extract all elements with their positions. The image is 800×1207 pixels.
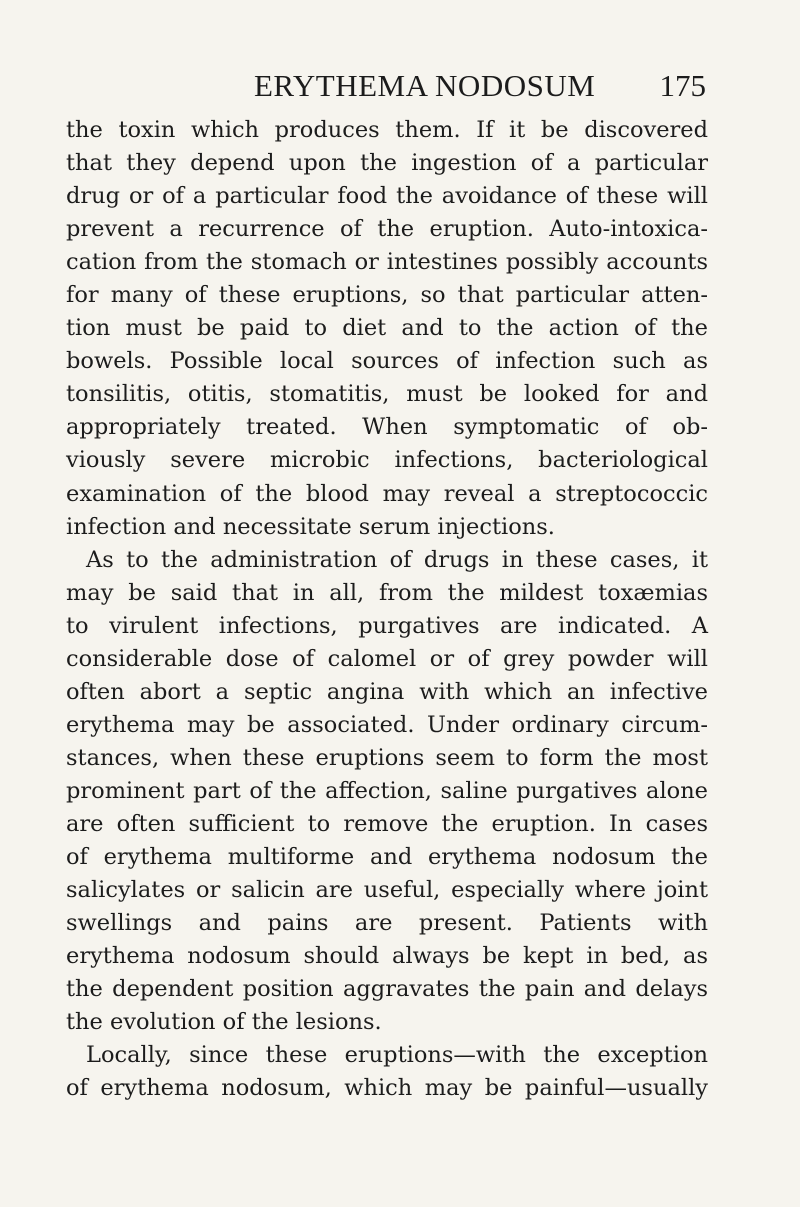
text-line: drug or of a particular food the avoidance of these will (66, 183, 708, 210)
text-line: Locally, since these eruptions—with the exception (86, 1042, 708, 1069)
text-line: bowels. Possible local sources of infection such as (66, 348, 708, 375)
text-line: for many of these eruptions, so that particular atten- (66, 282, 708, 309)
text-line: prevent a recurrence of the eruption. Auto-intoxica- (66, 216, 708, 243)
text-line: that they depend upon the ingestion of a particular (66, 150, 708, 177)
running-title: ERYTHEMA NODOSUM (254, 68, 596, 103)
text-line: stances, when these eruptions seem to form the most (66, 744, 708, 771)
text-line: are often sufficient to remove the eruption. In cases (66, 810, 708, 837)
body-text (66, 114, 708, 1105)
text-line: tonsilitis, otitis, stomatitis, must be looked for and (66, 381, 708, 408)
text-line: the evolution of the lesions. (66, 1009, 382, 1036)
text-line: examination of the blood may reveal a streptococcic (66, 480, 708, 507)
text-line: erythema nodosum should always be kept in bed, as (66, 943, 708, 970)
text-line: cation from the stomach or intestines possibly accounts (66, 249, 708, 276)
text-line: tion must be paid to diet and to the action of the (66, 315, 708, 342)
text-line: swellings and pains are present. Patients with (66, 910, 708, 937)
text-line: may be said that in all, from the mildest toxæmias (66, 579, 708, 606)
text-line: infection and necessitate serum injections. (66, 513, 555, 540)
text-line: to virulent infections, purgatives are indicated. A (66, 612, 708, 639)
text-line: appropriately treated. When symptomatic of ob- (66, 414, 708, 441)
text-line: the dependent position aggravates the pain and delays (66, 976, 708, 1003)
text-line: erythema may be associated. Under ordinary circum- (66, 711, 708, 738)
page-number: 175 (659, 68, 706, 103)
text-line: As to the administration of drugs in these cases, it (86, 546, 708, 573)
text-line: prominent part of the affection, saline purgatives alone (66, 777, 708, 804)
running-head (64, 64, 708, 104)
text-line: of erythema multiforme and erythema nodosum the (66, 844, 708, 871)
text-line: the toxin which produces them. If it be discovered (66, 117, 708, 143)
text-line: considerable dose of calomel or of grey powder will (66, 645, 708, 672)
text-line: salicylates or salicin are useful, especially where joint (66, 877, 708, 904)
text-line: often abort a septic angina with which an infective (66, 678, 708, 705)
text-line: viously severe microbic infections, bacteriological (66, 447, 708, 474)
text-line: of erythema nodosum, which may be painful—usually (66, 1075, 708, 1102)
